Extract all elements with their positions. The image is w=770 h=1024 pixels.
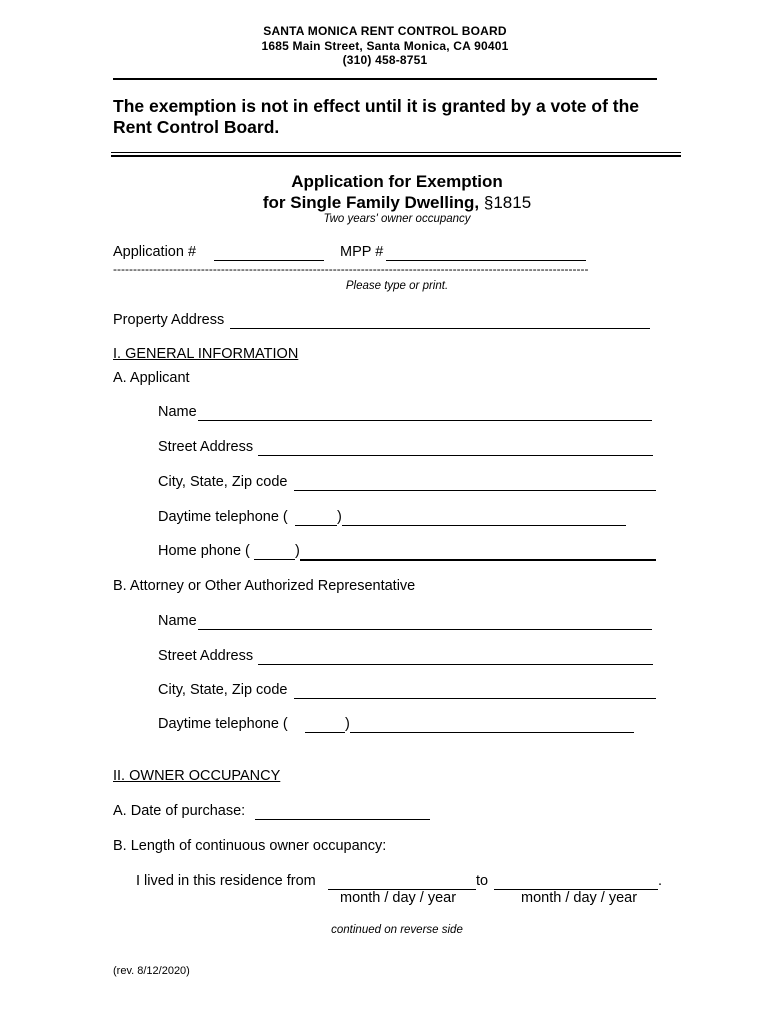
- org-address: 1685 Main Street, Santa Monica, CA 90401: [261, 39, 509, 53]
- representative-city-field[interactable]: [294, 698, 656, 699]
- lived-from-label: I lived in this residence from: [136, 873, 316, 889]
- start-date-format-hint: month / day / year: [340, 890, 457, 906]
- applicant-daytime-close-paren: ): [337, 509, 342, 525]
- general-information-heading: I. GENERAL INFORMATION: [113, 346, 299, 362]
- applicant-street-field[interactable]: [258, 455, 653, 456]
- sentence-period: .: [658, 873, 663, 889]
- purchase-date-label: A. Date of purchase:: [113, 803, 246, 819]
- property-address-label: Property Address: [113, 312, 225, 328]
- notice-line-2: Rent Control Board.: [113, 117, 280, 137]
- form-title: Application for Exemption: [291, 172, 503, 191]
- exemption-notice: [113, 96, 639, 138]
- representative-street-field[interactable]: [258, 664, 653, 665]
- print-instruction: Please type or print.: [345, 280, 449, 292]
- applicant-city-field[interactable]: [294, 490, 656, 491]
- representative-daytime-area-code-field[interactable]: [305, 732, 345, 733]
- applicant-daytime-number-field[interactable]: [342, 525, 626, 526]
- applicant-home-phone-label: Home phone (: [158, 543, 250, 559]
- representative-heading: B. Attorney or Other Authorized Representative: [113, 578, 416, 594]
- representative-daytime-label: Daytime telephone (: [158, 716, 288, 732]
- dashed-separator: -----------------------------------------------------------------------------------------------------------------------: [113, 262, 589, 276]
- purchase-date-field[interactable]: [255, 819, 430, 820]
- occupancy-length-label: B. Length of continuous owner occupancy:: [113, 838, 387, 854]
- representative-city-label: City, State, Zip code: [158, 682, 288, 698]
- representative-name-label: Name: [158, 613, 197, 629]
- form-title-line2: for Single Family Dwelling,: [262, 193, 480, 212]
- owner-occupancy-heading: II. OWNER OCCUPANCY: [113, 768, 281, 784]
- applicant-daytime-area-code-field[interactable]: [295, 525, 337, 526]
- applicant-city-label: City, State, Zip code: [158, 474, 288, 490]
- representative-name-field[interactable]: [198, 629, 652, 630]
- header-divider: [113, 78, 657, 80]
- representative-daytime-number-field[interactable]: [350, 732, 634, 733]
- section-number: §1815: [479, 193, 532, 212]
- end-date-format-hint: month / day / year: [521, 890, 638, 906]
- notice-divider-bottom: [111, 155, 681, 157]
- applicant-name-label: Name: [158, 404, 197, 420]
- org-name: SANTA MONICA RENT CONTROL BOARD: [263, 24, 507, 38]
- applicant-street-label: Street Address: [158, 439, 254, 455]
- applicant-name-field[interactable]: [198, 420, 652, 421]
- mpp-number-field[interactable]: [386, 260, 586, 261]
- continued-note: continued on reverse side: [331, 924, 463, 936]
- applicant-home-area-code-field[interactable]: [254, 559, 295, 560]
- applicant-home-number-field[interactable]: [300, 559, 656, 561]
- property-address-field[interactable]: [230, 328, 650, 329]
- application-number-label: Application #: [113, 244, 197, 260]
- notice-line-1: The exemption is not in effect until it is granted by a vote of the: [113, 96, 640, 116]
- notice-divider-top: [111, 152, 681, 153]
- application-number-field[interactable]: [214, 260, 324, 261]
- applicant-heading: A. Applicant: [113, 370, 190, 386]
- form-subtitle-line: [0, 193, 770, 213]
- revision-date: (rev. 8/12/2020): [113, 965, 190, 977]
- representative-daytime-close-paren: ): [345, 716, 350, 732]
- org-phone: (310) 458-8751: [342, 53, 428, 67]
- mpp-number-label: MPP #: [340, 244, 384, 260]
- occupancy-requirement: Two years' owner occupancy: [323, 213, 471, 225]
- applicant-daytime-label: Daytime telephone (: [158, 509, 288, 525]
- applicant-home-close-paren: ): [295, 543, 300, 559]
- lived-to-label: to: [476, 873, 489, 889]
- representative-street-label: Street Address: [158, 648, 254, 664]
